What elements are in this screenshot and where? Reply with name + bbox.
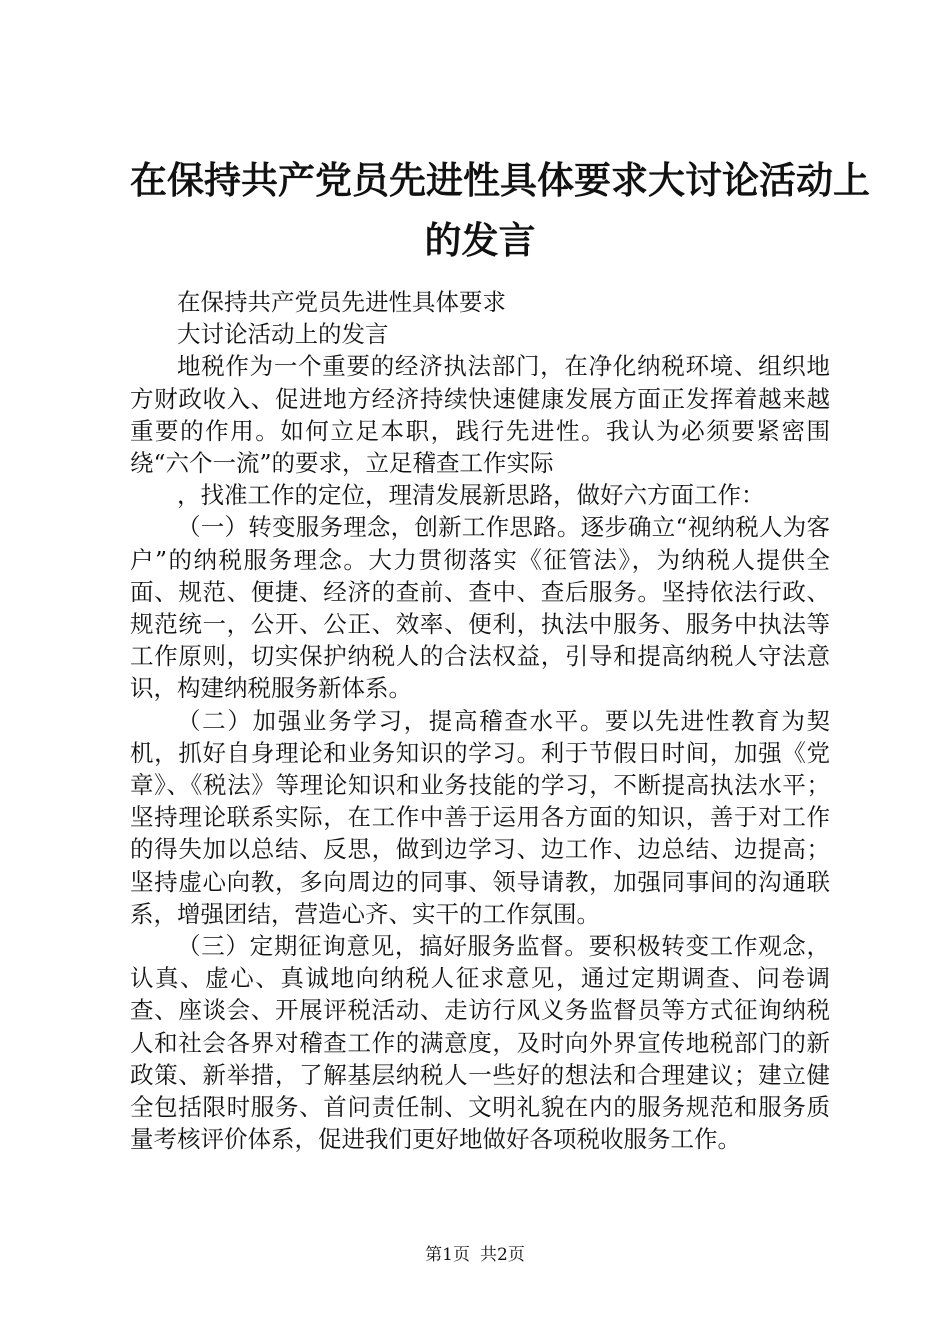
paragraph-intro-continued: ，找准工作的定位，理清发展新思路，做好六方面工作： [177,481,765,510]
page-footer [0,1243,950,1267]
title-line-2: 的发言 [424,218,536,262]
paragraph-section-2: （二）加强业务学习，提高稽查水平。要以先进性教育为契机，抓好自身理论和业务知识的学习。利于节假日时间，加强《党章》、《税法》等理论知识和业务技能的学习，不断提高执法水平；坚持理论联系实际，在工作中善于运用各方面的知识，善于对工作的得失加以总结、反思，做到边学习、边工作、边总结、边提高；坚持虚心向教，多向周边的同事、领导请教，加强同事间的沟通联系，增强团结，营造心齐、实干的工作氛围。 [130,706,830,928]
paragraph-intro: 地税作为一个重要的经济执法部门，在净化纳税环境、组织地方财政收入、促进地方经济持续快速健康发展方面正发挥着越来越重要的作用。如何立足本职，践行先进性。我认为必须要紧密围绕“六个一流”的要求，立足稽查工作实际 [130,352,830,478]
page-number-current: 第1页 [425,1245,470,1265]
page-number-total: 共2页 [480,1245,525,1265]
paragraph-section-1: （一）转变服务理念，创新工作思路。逐步确立“视纳税人为客户”的纳税服务理念。大力贯彻落实《征管法》，为纳税人提供全面、规范、便捷、经济的查前、查中、查后服务。坚持依法行政、规范统一，公开、公正、效率、便利，执法中服务、服务中执法等工作原则，切实保护纳税人的合法权益，引导和提高纳税人守法意识，构建纳税服务新体系。 [130,513,830,703]
document-body [130,286,830,1155]
title-line-1: 在保持共产党员先进性具体要求大讨论活动上 [130,158,870,202]
subtitle-line-1: 在保持共产党员先进性具体要求 [177,288,506,316]
document-page [130,150,870,1155]
paragraph-section-3: （三）定期征询意见，搞好服务监督。要积极转变工作观念，认真、虚心、真诚地向纳税人征求意见，通过定期调查、问卷调查、座谈会、开展评税活动、走访行风义务监督员等方式征询纳税人和社会各界对稽查工作的满意度，及时向外界宣传地税部门的新政策、新举措，了解基层纳税人一些好的想法和合理建议；建立健全包括限时服务、首问责任制、文明礼貌在内的服务规范和服务质量考核评价体系，促进我们更好地做好各项税收服务工作。 [130,932,830,1154]
subtitle-line-2: 大讨论活动上的发言 [177,320,389,349]
document-title [130,150,870,270]
